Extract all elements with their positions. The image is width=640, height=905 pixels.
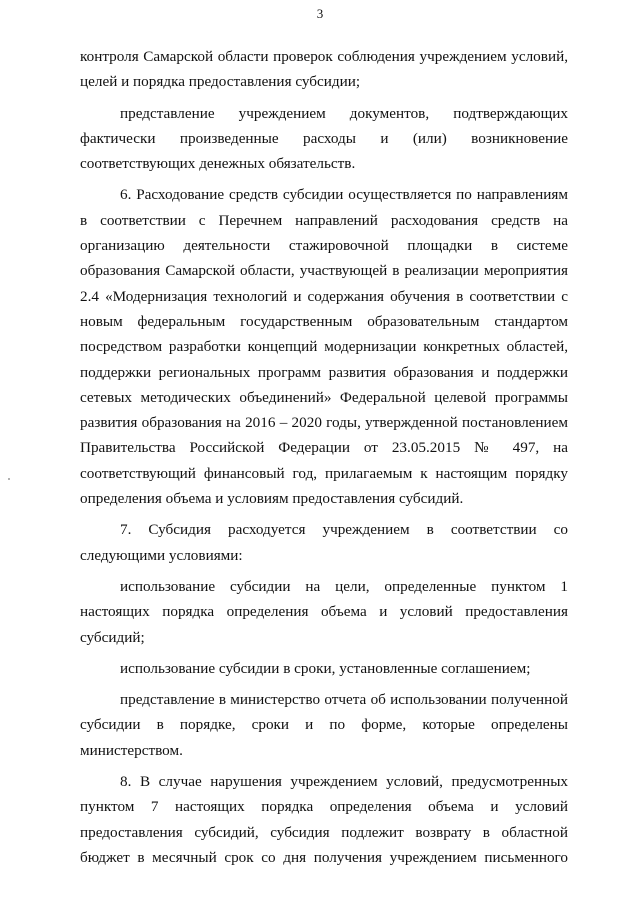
scan-speck (8, 478, 10, 480)
paragraph-condition-purpose: использование субсидии на цели, определенные пунктом 1 настоящих порядка определения объема и условий предоставления субсидий; (80, 577, 568, 646)
paragraph-condition-terms: использование субсидии в сроки, установленные соглашением; (120, 659, 531, 677)
document-body (80, 44, 568, 870)
paragraph-clause-6: 6. Расходование средств субсидии осуществляется по направлениям в соответствии с Перечнем направлений расходования средств на организацию деятельности стажировочной площадки в системе образования Самарской области, участвующей в реализации мероприятия 2.4 «Модернизация технологий и содержания обучения в соответствии с новым федеральным государственным образовательным стандартом посредством разработки концепций модернизации конкретных областей, поддержки региональных программ развития образования и поддержки сетевых методических объединений» Федеральной целевой программы развития образования на 2016 – 2020 годы, утвержденной постановлением Правительства Российской Федерации от 23.05.2015 № 497, на соответствующий финансовый год, прилагаемым к настоящим порядку определения объема и условиям предоставления субсидий. (80, 186, 568, 508)
paragraph-clause-7: 7. Субсидия расходуется учреждением в соответствии со следующими условиями: (80, 521, 568, 564)
paragraph-condition-report: представление в министерство отчета об использовании полученной субсидии в порядке, сроки и по форме, которые определены министерством. (80, 691, 568, 759)
paragraph-clause-8: 8. В случае нарушения учреждением условий, предусмотренных пунктом 7 настоящих порядка определения объема и условий предоставления субсидий, субсидия подлежит возврату в областной бюджет в месячный срок со дня получения учреждением письменного (80, 773, 568, 866)
page-number: 3 (316, 6, 324, 21)
paragraph-documents: представление учреждением документов, подтверждающих фактически произведенные расходы и (или) возникновение соответствующих денежных обязательств. (80, 104, 568, 173)
paragraph-continuation: контроля Самарской области проверок соблюдения учреждением условий, целей и порядка предоставления субсидии; (80, 48, 568, 91)
